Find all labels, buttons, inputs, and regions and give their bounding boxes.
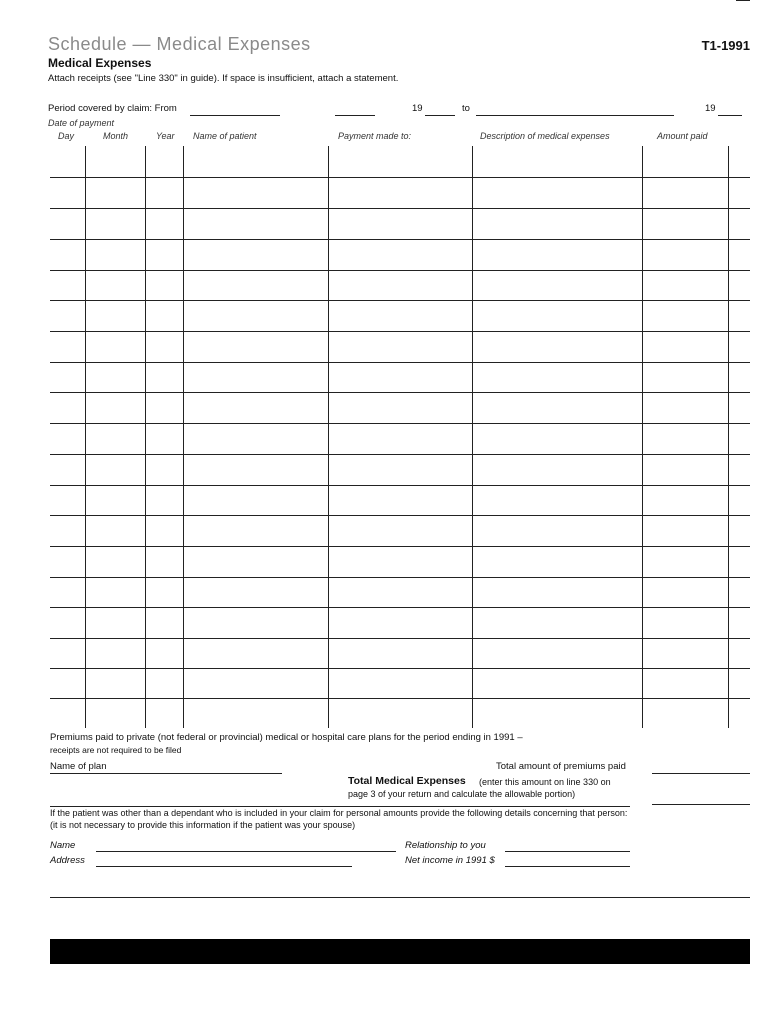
address-line-2[interactable] [50, 897, 750, 898]
total-premiums-label: Total amount of premiums paid [496, 761, 626, 772]
name-label: Name [50, 840, 76, 851]
amount-paid-header: Amount paid [657, 131, 708, 141]
patient-details-note: (it is not necessary to provide this information if the patient was your spouse) [50, 820, 356, 830]
table-row-line[interactable] [50, 485, 750, 486]
table-column-line [85, 146, 86, 728]
date-of-payment-header: Date of payment [48, 118, 115, 128]
period-label: Period covered by claim: From [48, 103, 177, 114]
net-income-field[interactable] [505, 866, 630, 867]
table-row-line[interactable] [50, 208, 750, 209]
table-row-line[interactable] [50, 392, 750, 393]
table-row-line[interactable] [50, 577, 750, 578]
net-income-label: Net income in 1991 $ [405, 855, 495, 866]
period-from-field[interactable] [190, 115, 280, 116]
premiums-receipts-note: receipts are not required to be filed [50, 745, 182, 755]
patient-details-text: If the patient was other than a dependant who is included in your claim for personal amounts provide the following details concerning that person: [50, 808, 628, 818]
payment-made-to-header: Payment made to: [338, 131, 412, 141]
total-medical-note-2: page 3 of your return and calculate the allowable portion) [348, 789, 576, 799]
day-header: Day [58, 131, 75, 141]
footer-bar [50, 939, 750, 964]
month-header: Month [103, 131, 129, 141]
table-column-line [472, 146, 473, 728]
total-medical-field[interactable] [652, 804, 750, 805]
plan-name-label: Name of plan [50, 761, 107, 772]
name-field[interactable] [96, 851, 396, 852]
relationship-field[interactable] [505, 851, 630, 852]
form-subtitle: Medical Expenses [48, 56, 152, 70]
table-row-line[interactable] [50, 607, 750, 608]
period-year1-field[interactable] [425, 115, 455, 116]
patient-header: Name of patient [193, 131, 257, 141]
table-row-line[interactable] [50, 239, 750, 240]
premiums-text: Premiums paid to private (not federal or provincial) medical or hospital care plans for the period ending in 1991 – [50, 732, 523, 743]
description-header: Description of medical expenses [480, 131, 610, 141]
table-column-line [728, 146, 729, 728]
total-medical-label: Total Medical Expenses [348, 775, 466, 787]
total-premiums-field[interactable] [652, 773, 750, 774]
table-row-line[interactable] [50, 270, 750, 271]
table-row-line[interactable] [50, 177, 750, 178]
table-column-line [183, 146, 184, 728]
table-row-line[interactable] [50, 668, 750, 669]
period-to-label: to [462, 103, 470, 114]
address-label: Address [50, 855, 85, 866]
table-row-line[interactable] [50, 423, 750, 424]
address-field[interactable] [96, 866, 352, 867]
period-from-field-2[interactable] [335, 115, 375, 116]
attach-instruction: Attach receipts (see "Line 330" in guide). If space is insufficient, attach a statement. [48, 73, 399, 84]
table-column-line [145, 146, 146, 728]
table-row-line[interactable] [50, 515, 750, 516]
table-row-line[interactable] [50, 638, 750, 639]
total-medical-note-1: (enter this amount on line 330 on [479, 777, 611, 787]
table-column-line [328, 146, 329, 728]
table-row-line[interactable] [50, 331, 750, 332]
table-row-line[interactable] [50, 454, 750, 455]
plan-name-field[interactable] [50, 773, 282, 774]
period-year1-label: 19 [412, 103, 423, 114]
period-year2-label: 19 [705, 103, 716, 114]
year-header: Year [156, 131, 175, 141]
form-title: Schedule — Medical Expenses [48, 34, 311, 54]
corner-mark [736, 0, 750, 1]
table-row-line[interactable] [50, 698, 750, 699]
table-row-line[interactable] [50, 300, 750, 301]
table-row-line[interactable] [50, 362, 750, 363]
period-year2-field[interactable] [718, 115, 742, 116]
relationship-label: Relationship to you [405, 840, 486, 851]
table-row-line[interactable] [50, 546, 750, 547]
table-column-line [642, 146, 643, 728]
form-number: T1-1991 [701, 38, 750, 53]
period-to-field[interactable] [476, 115, 674, 116]
